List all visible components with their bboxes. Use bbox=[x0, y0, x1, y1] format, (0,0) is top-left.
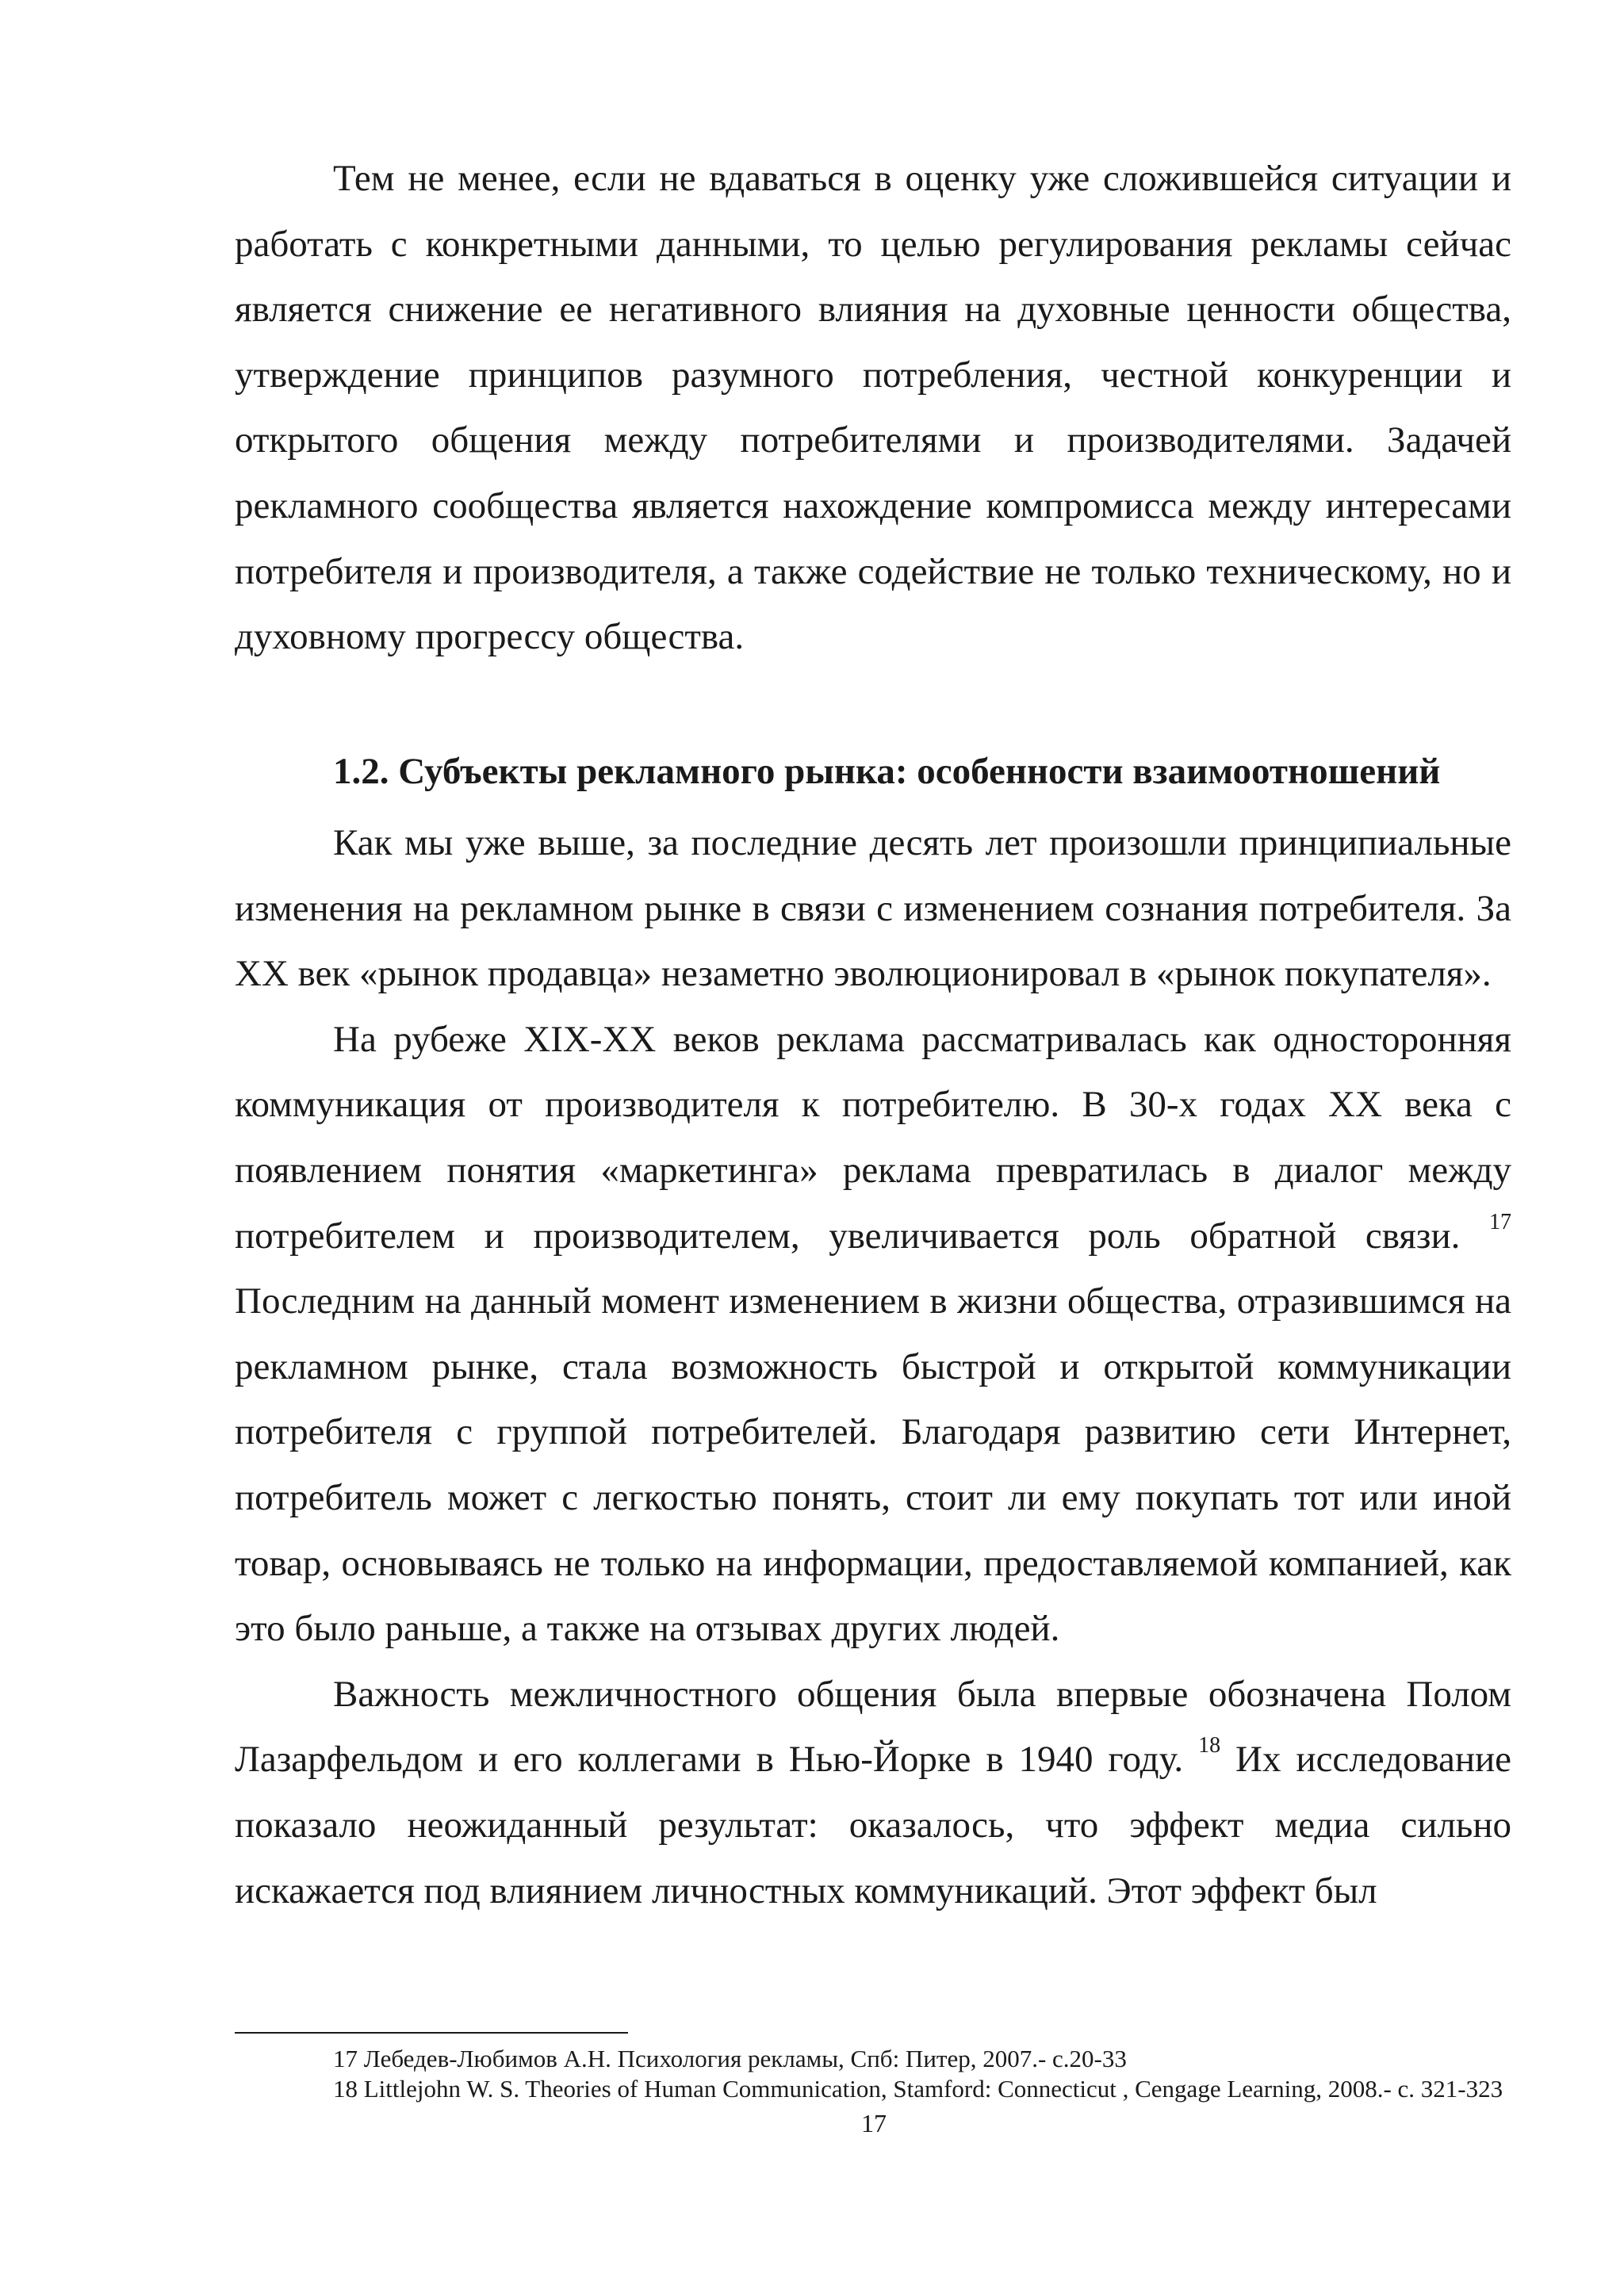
intro-paragraph: Тем не менее, если не вдаваться в оценку уже сложившейся ситуации и работать с конкретными данными, то целью регулирования рекламы сейчас является снижение ее негативного влияния на духовные ценности общества, утверждение принципов разумного потребления, честной конкуренции и открытого общения между потребителями и производителями. Задачей рекламного сообщества является нахождение компромисса между интересами потребителя и производителя, а также содействие не только техническому, но и духовному прогрессу общества. bbox=[235, 158, 1511, 658]
paragraph-lazarsfeld-text-2: Их исследование показало неожиданный результат: оказалось, что эффект медиа сильно искажается под влиянием личностных коммуникаций. Этот эффект был bbox=[235, 1739, 1511, 1911]
paragraph-communication-history bbox=[235, 1007, 1511, 1662]
paragraph-market-shift: Как мы уже выше, за последние десять лет произошли принципиальные изменения на рекламном рынке в связи с изменением сознания потребителя. За XX век «рынок продавца» незаметно эволюционировал в «рынок покупателя». bbox=[235, 822, 1511, 995]
footnote-18: 18 Littlejohn W. S. Theories of Human Communication, Stamford: Connecticut , Cengage Learning, 2008.- с. 321-323 bbox=[333, 2075, 1503, 2103]
page-number: 17 bbox=[861, 2109, 887, 2137]
footnote-separator bbox=[235, 2032, 628, 2034]
footnote-ref-18[interactable]: 18 bbox=[1198, 1733, 1221, 1758]
section-heading: 1.2. Субъекты рекламного рынка: особенности взаимоотношений bbox=[333, 751, 1441, 792]
section-body bbox=[235, 810, 1511, 1923]
footnote-ref-17[interactable]: 17 bbox=[1489, 1209, 1512, 1234]
paragraph-communication-history-text-1: На рубеже XIX-XX веков реклама рассматривалась как односторонняя коммуникация от производителя к потребителю. В 30-х годах XX века с появлением понятия «маркетинга» реклама превратилась в диалог между потребителем и производителем, увеличивается роль обратной связи. bbox=[235, 1018, 1511, 1257]
paragraph-lazarsfeld bbox=[235, 1662, 1511, 1923]
intro-block bbox=[235, 146, 1511, 670]
paragraph-communication-history-text-2: Последним на данный момент изменением в жизни общества, отразившимся на рекламном рынке, стала возможность быстрой и открытой коммуникации потребителя с группой потребителей. Благодаря развитию сети Интернет, потребитель может с легкостью понять, стоит ли ему покупать тот или иной товар, основываясь не только на информации, предоставляемой компанией, как это было раньше, а также на отзывах других людей. bbox=[235, 1280, 1511, 1650]
footnotes bbox=[235, 2044, 1511, 2104]
footnote-17: 17 Лебедев-Любимов А.Н. Психология рекламы, Спб: Питер, 2007.- с.20-33 bbox=[333, 2045, 1127, 2072]
paragraph-lazarsfeld-text-1: Важность межличностного общения была впервые обозначена Полом Лазарфельдом и его коллегами в Нью-Йорке в 1940 году. bbox=[235, 1673, 1511, 1781]
